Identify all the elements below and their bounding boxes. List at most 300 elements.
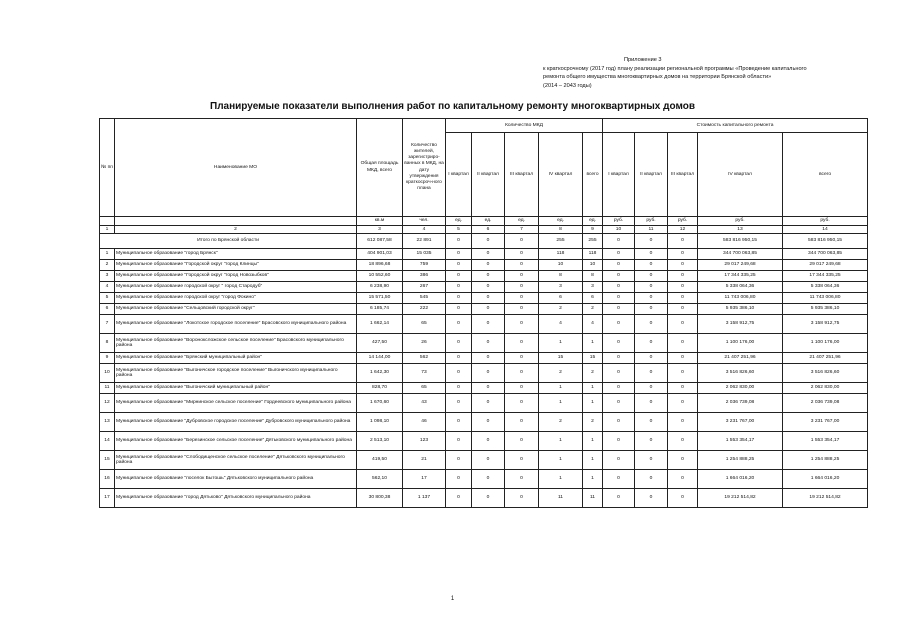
row-cell: 0	[668, 470, 698, 489]
row-number: 8	[100, 334, 115, 353]
row-cell: 404 901,03	[357, 249, 403, 260]
unit-cell: ед.	[539, 217, 583, 226]
appendix-title: Приложение 3	[624, 57, 662, 63]
row-number: 13	[100, 413, 115, 432]
total-cell: 0	[472, 234, 505, 249]
row-number: 4	[100, 282, 115, 293]
row-cell: 21	[403, 451, 446, 470]
row-cell: 0	[635, 282, 668, 293]
row-cell: 0	[668, 451, 698, 470]
row-cell: 0	[472, 353, 505, 364]
row-cell: 1 254 888,25	[783, 451, 868, 470]
row-cell: 4	[539, 315, 583, 334]
row-cell: 3 158 912,75	[783, 315, 868, 334]
municipality-name: Муниципальное образование "Мирнинское сельское поселение" Гордеевского муниципального района	[115, 394, 357, 413]
row-number: 1	[100, 249, 115, 260]
row-cell: 0	[635, 315, 668, 334]
row-cell: 2	[539, 413, 583, 432]
row-cell: 0	[505, 489, 539, 508]
municipality-name: Муниципальное образование "Локотское городское поселение" Брасовского муниципального района	[115, 315, 357, 334]
row-cell: 0	[603, 413, 635, 432]
row-cell: 0	[472, 260, 505, 271]
row-cell: 0	[472, 249, 505, 260]
row-cell: 0	[635, 470, 668, 489]
row-cell: 0	[472, 489, 505, 508]
row-cell: 0	[668, 304, 698, 315]
table-row	[100, 315, 868, 334]
row-cell: 0	[603, 489, 635, 508]
row-cell: 0	[668, 282, 698, 293]
municipality-name: Муниципальное образование "Выгоничское городское поселение" Выгоничского муниципального района	[115, 364, 357, 383]
col-number: 4	[403, 226, 446, 234]
col-number: 5	[446, 226, 472, 234]
table-row	[100, 249, 868, 260]
total-cell: 255	[583, 234, 603, 249]
table-row	[100, 282, 868, 293]
table-row	[100, 394, 868, 413]
table-row	[100, 489, 868, 508]
row-cell: 0	[446, 432, 472, 451]
row-cell: 1	[583, 470, 603, 489]
row-cell: 123	[403, 432, 446, 451]
col-number: 7	[505, 226, 539, 234]
row-cell: 0	[603, 260, 635, 271]
row-cell: 0	[446, 271, 472, 282]
row-cell: 2 062 830,00	[783, 383, 868, 394]
row-cell: 0	[505, 383, 539, 394]
row-cell: 5 935 386,10	[698, 304, 783, 315]
row-cell: 46	[403, 413, 446, 432]
row-cell: 0	[505, 394, 539, 413]
row-cell: 1 662,14	[357, 315, 403, 334]
row-cell: 3 158 912,75	[698, 315, 783, 334]
col-number: 14	[783, 226, 868, 234]
appendix-line: ремонта общего имущества многоквартирных домов на территории Брянской области»	[543, 74, 772, 81]
row-cell: 0	[668, 489, 698, 508]
row-cell: 0	[603, 304, 635, 315]
row-cell: 0	[505, 315, 539, 334]
table-row	[100, 364, 868, 383]
row-cell: 6	[539, 293, 583, 304]
row-number: 3	[100, 271, 115, 282]
units-row	[100, 217, 868, 226]
row-cell: 26	[403, 334, 446, 353]
row-cell: 0	[668, 383, 698, 394]
unit-cell: ед.	[472, 217, 505, 226]
row-cell: 29 017 249,68	[698, 260, 783, 271]
row-cell: 0	[505, 364, 539, 383]
row-cell: 5 338 064,36	[783, 282, 868, 293]
row-cell: 1	[539, 470, 583, 489]
row-cell: 8	[539, 271, 583, 282]
header-cost-q3: III квартал	[668, 133, 698, 217]
row-cell: 1 664 016,20	[783, 470, 868, 489]
row-cell: 0	[472, 470, 505, 489]
row-cell: 0	[446, 353, 472, 364]
row-cell: 0	[635, 432, 668, 451]
row-cell: 5 338 064,36	[698, 282, 783, 293]
total-label: Итого по Брянской области	[100, 234, 357, 249]
row-cell: 2	[539, 304, 583, 315]
municipality-name: Муниципальное образование "Городской округ "город Новозыбков"	[115, 271, 357, 282]
row-cell: 0	[446, 413, 472, 432]
row-cell: 1 100 176,00	[698, 334, 783, 353]
table-row	[100, 293, 868, 304]
row-cell: 0	[668, 364, 698, 383]
table-row	[100, 271, 868, 282]
row-cell: 0	[603, 383, 635, 394]
row-cell: 2 513,10	[357, 432, 403, 451]
total-cell: 0	[668, 234, 698, 249]
row-cell: 267	[403, 282, 446, 293]
row-cell: 3	[583, 282, 603, 293]
municipality-name: Муниципальное образование "Слободищенское сельское поселение" Дятьковского муниципального района	[115, 451, 357, 470]
row-cell: 0	[668, 293, 698, 304]
row-cell: 2 062 830,00	[698, 383, 783, 394]
row-cell: 0	[472, 334, 505, 353]
table-row	[100, 353, 868, 364]
row-cell: 0	[603, 470, 635, 489]
row-cell: 0	[635, 249, 668, 260]
total-cell: 583 816 950,15	[783, 234, 868, 249]
header-cost-total: всего	[783, 133, 868, 217]
municipality-name: Муниципальное образование "Городской округ "город Клинцы"	[115, 260, 357, 271]
row-number: 5	[100, 293, 115, 304]
row-cell: 17	[403, 470, 446, 489]
row-cell: 2	[583, 413, 603, 432]
municipality-name: Муниципальное образование "город Брянск"	[115, 249, 357, 260]
row-cell: 0	[472, 364, 505, 383]
row-cell: 30 800,38	[357, 489, 403, 508]
col-number: 11	[635, 226, 668, 234]
row-cell: 15	[583, 353, 603, 364]
row-cell: 1 098,10	[357, 413, 403, 432]
row-number: 10	[100, 364, 115, 383]
row-cell: 0	[446, 260, 472, 271]
unit-cell: руб.	[698, 217, 783, 226]
row-cell: 1	[583, 432, 603, 451]
row-cell: 0	[603, 315, 635, 334]
row-cell: 3	[539, 282, 583, 293]
row-cell: 0	[603, 364, 635, 383]
row-cell: 4	[583, 315, 603, 334]
row-cell: 0	[505, 432, 539, 451]
municipality-name: Муниципальное образование "Сельцовский городской округ"	[115, 304, 357, 315]
row-cell: 11	[583, 489, 603, 508]
municipality-name: Муниципальное образование городской округ "город Фокино"	[115, 293, 357, 304]
total-cell: 0	[635, 234, 668, 249]
row-cell: 0	[446, 489, 472, 508]
row-cell: 0	[472, 315, 505, 334]
row-cell: 759	[403, 260, 446, 271]
col-number: 3	[357, 226, 403, 234]
table-row	[100, 260, 868, 271]
row-cell: 0	[472, 282, 505, 293]
col-number: 8	[539, 226, 583, 234]
row-cell: 828,70	[357, 383, 403, 394]
row-cell: 0	[446, 394, 472, 413]
row-cell: 2	[583, 304, 603, 315]
row-cell: 3 516 826,60	[698, 364, 783, 383]
row-cell: 0	[505, 293, 539, 304]
row-cell: 0	[446, 364, 472, 383]
row-cell: 0	[635, 293, 668, 304]
total-cell: 0	[505, 234, 539, 249]
row-number: 14	[100, 432, 115, 451]
municipality-name: Муниципальное образование "Выгоничский муниципальный район"	[115, 383, 357, 394]
column-number-row	[100, 226, 868, 234]
row-cell: 0	[603, 334, 635, 353]
row-cell: 65	[403, 315, 446, 334]
appendix-line: (2014 – 2043 годы)	[543, 82, 592, 89]
row-number: 11	[100, 383, 115, 394]
row-cell: 1	[539, 383, 583, 394]
unit-cell: ед.	[446, 217, 472, 226]
row-cell: 0	[603, 451, 635, 470]
row-number: 15	[100, 451, 115, 470]
row-cell: 11 743 006,80	[698, 293, 783, 304]
row-cell: 1	[583, 451, 603, 470]
row-cell: 0	[472, 394, 505, 413]
row-cell: 6	[583, 293, 603, 304]
header-cost-q4: IV квартал	[698, 133, 783, 217]
table-row	[100, 432, 868, 451]
row-cell: 3 231 767,00	[783, 413, 868, 432]
row-cell: 0	[635, 334, 668, 353]
row-cell: 2	[583, 364, 603, 383]
row-cell: 10	[583, 260, 603, 271]
row-cell: 0	[635, 413, 668, 432]
row-cell: 2 036 739,08	[783, 394, 868, 413]
row-cell: 0	[446, 249, 472, 260]
col-number: 9	[583, 226, 603, 234]
row-cell: 0	[603, 282, 635, 293]
row-cell: 17 344 335,25	[698, 271, 783, 282]
header-mkd-q3: III квартал	[505, 133, 539, 217]
total-cell: 22 891	[403, 234, 446, 249]
appendix-line: к краткосрочному (2017 год) плану реализации региональной программы «Проведение капитального	[543, 65, 807, 72]
unit-cell: чел.	[403, 217, 446, 226]
document-title: Планируемые показатели выполнения работ по капитальному ремонту многоквартирных домов	[210, 101, 695, 112]
row-cell: 0	[505, 282, 539, 293]
header-cost-q2: II квартал	[635, 133, 668, 217]
municipality-name: Муниципальное образование "Березинское сельское поселение" Дятьковского муниципального района	[115, 432, 357, 451]
row-cell: 0	[446, 470, 472, 489]
row-cell: 0	[635, 271, 668, 282]
row-cell: 1	[583, 394, 603, 413]
municipality-name: Муниципальное образование городской округ " город Стародуб"	[115, 282, 357, 293]
row-cell: 0	[635, 394, 668, 413]
row-number: 9	[100, 353, 115, 364]
row-cell: 0	[635, 489, 668, 508]
row-cell: 10	[539, 260, 583, 271]
table-row	[100, 413, 868, 432]
capital-repair-table	[99, 118, 868, 508]
row-cell: 1 100 176,00	[783, 334, 868, 353]
row-cell: 0	[505, 260, 539, 271]
row-cell: 562	[403, 353, 446, 364]
row-cell: 0	[603, 271, 635, 282]
row-cell: 0	[635, 451, 668, 470]
row-cell: 19 212 514,82	[698, 489, 783, 508]
row-cell: 1	[539, 394, 583, 413]
row-cell: 1	[583, 334, 603, 353]
unit-cell: ед.	[583, 217, 603, 226]
row-cell: 73	[403, 364, 446, 383]
row-cell: 0	[505, 451, 539, 470]
table-row	[100, 304, 868, 315]
row-cell: 1 664 016,20	[698, 470, 783, 489]
header-population: Количество жителей, зарегистриро-ванных в МКД, на дату утверждения краткосроч-ного плана	[403, 119, 446, 217]
row-cell: 0	[446, 282, 472, 293]
total-cell: 0	[446, 234, 472, 249]
row-cell: 0	[446, 293, 472, 304]
row-number: 6	[100, 304, 115, 315]
row-cell: 1 642,30	[357, 364, 403, 383]
row-cell: 1 553 354,17	[783, 432, 868, 451]
row-cell: 0	[603, 432, 635, 451]
header-mkd-q4: IV квартал	[539, 133, 583, 217]
municipality-name: Муниципальное образование "Вороноксложское сельское поселение" Брасовского муниципального района	[115, 334, 357, 353]
row-cell: 0	[603, 394, 635, 413]
row-cell: 0	[668, 353, 698, 364]
header-mkd-q1: I квартал	[446, 133, 472, 217]
row-cell: 0	[505, 249, 539, 260]
row-cell: 5 935 386,10	[783, 304, 868, 315]
row-cell: 0	[668, 432, 698, 451]
unit-cell: руб.	[668, 217, 698, 226]
row-cell: 0	[635, 353, 668, 364]
header-num: № пп	[100, 119, 115, 217]
row-cell: 0	[635, 304, 668, 315]
row-cell: 14 144,00	[357, 353, 403, 364]
municipality-name: Муниципальное образование "поселок Бытошь" Дятьковского муниципального района	[115, 470, 357, 489]
row-number: 7	[100, 315, 115, 334]
row-cell: 11 743 006,80	[783, 293, 868, 304]
row-cell: 1 553 354,17	[698, 432, 783, 451]
row-cell: 545	[403, 293, 446, 304]
total-cell: 612 087,58	[357, 234, 403, 249]
table-row	[100, 470, 868, 489]
total-cell: 0	[603, 234, 635, 249]
row-cell: 0	[446, 304, 472, 315]
row-cell: 0	[668, 249, 698, 260]
row-cell: 0	[668, 260, 698, 271]
row-number: 12	[100, 394, 115, 413]
row-cell: 15 035	[403, 249, 446, 260]
unit-cell: руб.	[603, 217, 635, 226]
row-cell: 0	[505, 304, 539, 315]
row-cell: 0	[635, 364, 668, 383]
row-cell: 118	[539, 249, 583, 260]
table-row	[100, 383, 868, 394]
row-cell: 0	[635, 383, 668, 394]
row-cell: 0	[635, 260, 668, 271]
row-cell: 29 017 249,68	[783, 260, 868, 271]
row-cell: 15	[539, 353, 583, 364]
row-cell: 2 036 739,08	[698, 394, 783, 413]
row-cell: 0	[603, 353, 635, 364]
total-cell: 583 816 950,15	[698, 234, 783, 249]
col-number: 2	[115, 226, 357, 234]
row-cell: 0	[505, 271, 539, 282]
row-cell: 10 552,60	[357, 271, 403, 282]
row-cell: 1 137	[403, 489, 446, 508]
table-row	[100, 451, 868, 470]
row-cell: 11	[539, 489, 583, 508]
municipality-name: Муниципальное образование "город Дятьково" Дятьковского муниципального района	[115, 489, 357, 508]
appendix-note	[543, 56, 873, 90]
row-cell: 0	[472, 451, 505, 470]
row-cell: 43	[403, 394, 446, 413]
row-cell: 344 700 063,85	[698, 249, 783, 260]
header-name: Наименование МО	[115, 119, 357, 217]
header-area: Общая площадь МКД, всего	[357, 119, 403, 217]
row-cell: 0	[446, 451, 472, 470]
row-cell: 3 231 767,00	[698, 413, 783, 432]
row-cell: 0	[446, 315, 472, 334]
row-cell: 0	[603, 293, 635, 304]
header-mkd-q2: II квартал	[472, 133, 505, 217]
row-cell: 0	[603, 249, 635, 260]
row-cell: 3 516 826,60	[783, 364, 868, 383]
row-cell: 21 407 251,96	[698, 353, 783, 364]
unit-cell: ед.	[505, 217, 539, 226]
row-cell: 65	[403, 383, 446, 394]
row-number: 2	[100, 260, 115, 271]
row-cell: 562,10	[357, 470, 403, 489]
row-cell: 21 407 251,96	[783, 353, 868, 364]
unit-cell: руб.	[783, 217, 868, 226]
row-cell: 6 185,74	[357, 304, 403, 315]
row-cell: 0	[472, 304, 505, 315]
row-cell: 0	[446, 383, 472, 394]
header-mkd-count: Количество МКД	[446, 119, 603, 133]
unit-cell: руб.	[635, 217, 668, 226]
municipality-name: Муниципальное образование "Дубровское городское поселение" Дубровского муниципального района	[115, 413, 357, 432]
total-cell: 255	[539, 234, 583, 249]
row-cell: 15 571,50	[357, 293, 403, 304]
page-number: 1	[450, 596, 455, 602]
row-cell: 0	[472, 413, 505, 432]
row-cell: 386	[403, 271, 446, 282]
row-cell: 1 670,60	[357, 394, 403, 413]
col-number: 12	[668, 226, 698, 234]
row-cell: 1	[583, 383, 603, 394]
row-cell: 0	[505, 470, 539, 489]
row-cell: 344 700 063,85	[783, 249, 868, 260]
row-cell: 427,50	[357, 334, 403, 353]
row-cell: 1	[539, 432, 583, 451]
municipality-name: Муниципальное образование "Брянский муниципальный район"	[115, 353, 357, 364]
col-number: 10	[603, 226, 635, 234]
row-cell: 1	[539, 451, 583, 470]
row-cell: 19 212 514,82	[783, 489, 868, 508]
table-row	[100, 334, 868, 353]
row-cell: 0	[472, 432, 505, 451]
row-cell: 118	[583, 249, 603, 260]
row-cell: 0	[446, 334, 472, 353]
row-cell: 8	[583, 271, 603, 282]
row-cell: 18 896,68	[357, 260, 403, 271]
row-cell: 1 254 888,25	[698, 451, 783, 470]
row-cell: 1	[539, 334, 583, 353]
row-number: 17	[100, 489, 115, 508]
row-cell: 0	[505, 413, 539, 432]
header-repair-cost: Стоимость капитального ремонта	[603, 119, 868, 133]
col-number: 1	[100, 226, 115, 234]
row-cell: 0	[505, 334, 539, 353]
